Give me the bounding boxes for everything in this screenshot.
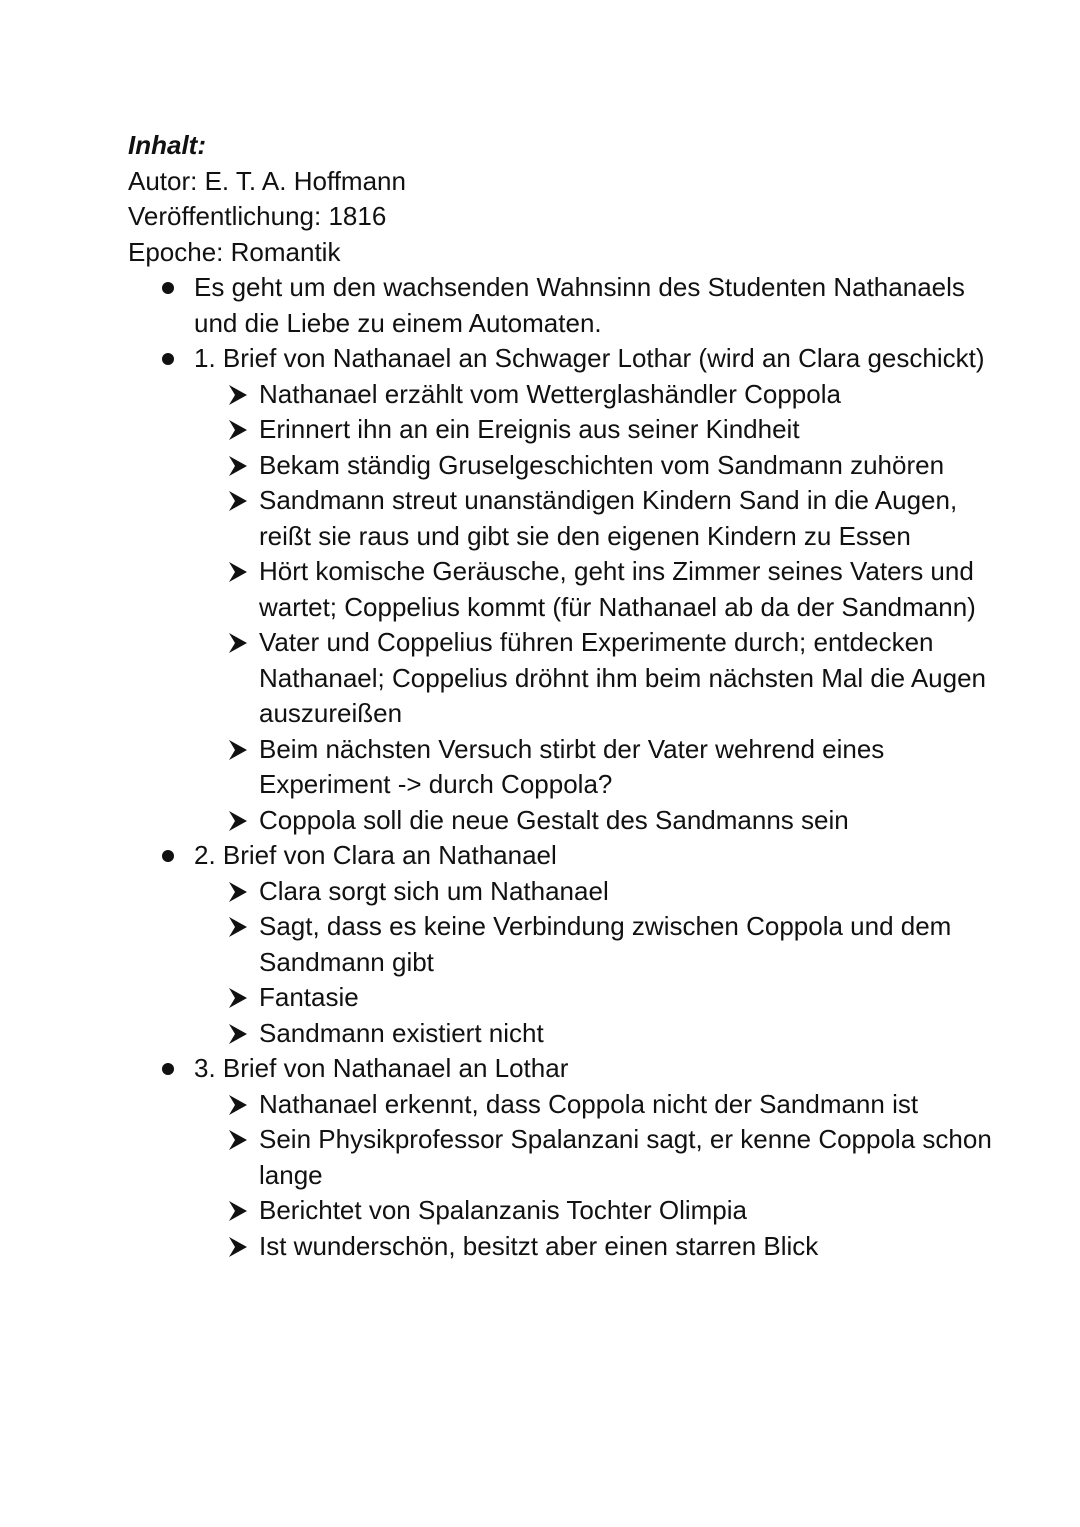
author-line: Autor: E. T. A. Hoffmann <box>128 165 406 196</box>
arrowhead-icon <box>226 803 252 838</box>
bullet-dot-icon <box>162 353 174 365</box>
bullet-item <box>128 838 1008 1051</box>
arrowhead-icon <box>226 980 252 1015</box>
arrow-item-text: Fantasie <box>259 982 359 1012</box>
arrow-item <box>194 1087 1008 1123</box>
bullet-text: 1. Brief von Nathanael an Schwager Lothar (wird an Clara geschickt) <box>194 343 985 373</box>
arrow-item <box>194 448 1008 484</box>
arrow-item-text: Beim nächsten Versuch stirbt der Vater wehrend eines Experiment -> durch Coppola? <box>259 733 885 799</box>
bullet-dot-icon <box>162 850 174 862</box>
arrow-item <box>194 732 1008 803</box>
arrowhead-icon <box>226 874 252 909</box>
publication-line: Veröffentlichung: 1816 <box>128 201 387 231</box>
arrow-item <box>194 980 1008 1016</box>
arrowhead-icon <box>226 1016 252 1051</box>
arrow-item-text: Coppola soll die neue Gestalt des Sandmanns sein <box>259 804 849 835</box>
arrow-sublist <box>194 874 1008 1052</box>
arrow-item-text: Berichtet von Spalanzanis Tochter Olimpia <box>259 1195 747 1225</box>
arrow-item <box>194 1229 1008 1265</box>
arrowhead-icon <box>226 1122 252 1157</box>
arrowhead-icon <box>226 483 252 518</box>
arrow-item-text: Vater und Coppelius führen Experimente durch; entdecken Nathanael; Coppelius dröhnt ihm beim nächsten Mal die Augen auszureißen <box>259 627 987 728</box>
arrow-item-text: Bekam ständig Gruselgeschichten vom Sandmann zuhören <box>259 449 945 480</box>
arrowhead-icon <box>226 732 252 767</box>
arrow-item <box>194 625 1008 732</box>
arrow-item-text: Nathanael erzählt vom Wetterglashändler Coppola <box>259 378 841 409</box>
arrowhead-icon <box>226 448 252 483</box>
arrow-item-text: Sein Physikprofessor Spalanzani sagt, er kenne Coppola schon lange <box>259 1124 992 1190</box>
arrowhead-icon <box>226 625 252 660</box>
arrow-item-text: Erinnert ihn an ein Ereignis aus seiner Kindheit <box>259 414 800 444</box>
arrowhead-icon <box>226 1229 252 1264</box>
bullet-dot-icon <box>162 1063 174 1075</box>
arrowhead-icon <box>226 412 252 447</box>
document-page <box>128 128 1008 1264</box>
bullet-item <box>128 1051 1008 1264</box>
epoch-line: Epoche: Romantik <box>128 236 341 267</box>
arrow-item-text: Sagt, dass es keine Verbindung zwischen Coppola und dem Sandmann gibt <box>259 911 952 977</box>
bullet-item <box>128 270 1008 341</box>
arrow-item <box>194 412 1008 448</box>
section-heading: Inhalt: <box>128 130 206 160</box>
bullet-dot-icon <box>162 282 174 294</box>
arrow-item-text: Hört komische Geräusche, geht ins Zimmer seines Vaters und wartet; Coppelius kommt (für Nathanael ab da der Sandmann) <box>259 556 976 622</box>
arrowhead-icon <box>226 1087 252 1122</box>
arrow-item <box>194 1122 1008 1193</box>
summary-bullet-list <box>128 270 1008 1264</box>
arrow-sublist <box>194 377 1008 839</box>
arrow-item <box>194 803 1008 839</box>
arrow-item <box>194 1016 1008 1052</box>
arrow-item <box>194 909 1008 980</box>
bullet-text: 2. Brief von Clara an Nathanael <box>194 840 557 870</box>
arrow-item-text: Sandmann streut unanständigen Kindern Sand in die Augen, reißt sie raus und gibt sie den eigenen Kindern zu Essen <box>259 485 958 551</box>
arrow-item-text: Sandmann existiert nicht <box>259 1017 544 1048</box>
arrow-item <box>194 483 1008 554</box>
arrow-sublist <box>194 1087 1008 1265</box>
arrow-item <box>194 554 1008 625</box>
arrow-item-text: Clara sorgt sich um Nathanael <box>259 875 609 906</box>
arrow-item <box>194 874 1008 910</box>
arrow-item-text: Ist wunderschön, besitzt aber einen starren Blick <box>259 1230 819 1261</box>
arrowhead-icon <box>226 377 252 412</box>
arrow-item <box>194 1193 1008 1229</box>
bullet-text: 3. Brief von Nathanael an Lothar <box>194 1053 569 1083</box>
arrow-item <box>194 377 1008 413</box>
bullet-text: Es geht um den wachsenden Wahnsinn des Studenten Nathanaels und die Liebe zu einem Automaten. <box>194 272 965 338</box>
arrow-item-text: Nathanael erkennt, dass Coppola nicht der Sandmann ist <box>259 1088 919 1119</box>
arrowhead-icon <box>226 1193 252 1228</box>
bullet-item <box>128 341 1008 838</box>
arrowhead-icon <box>226 554 252 589</box>
arrowhead-icon <box>226 909 252 944</box>
